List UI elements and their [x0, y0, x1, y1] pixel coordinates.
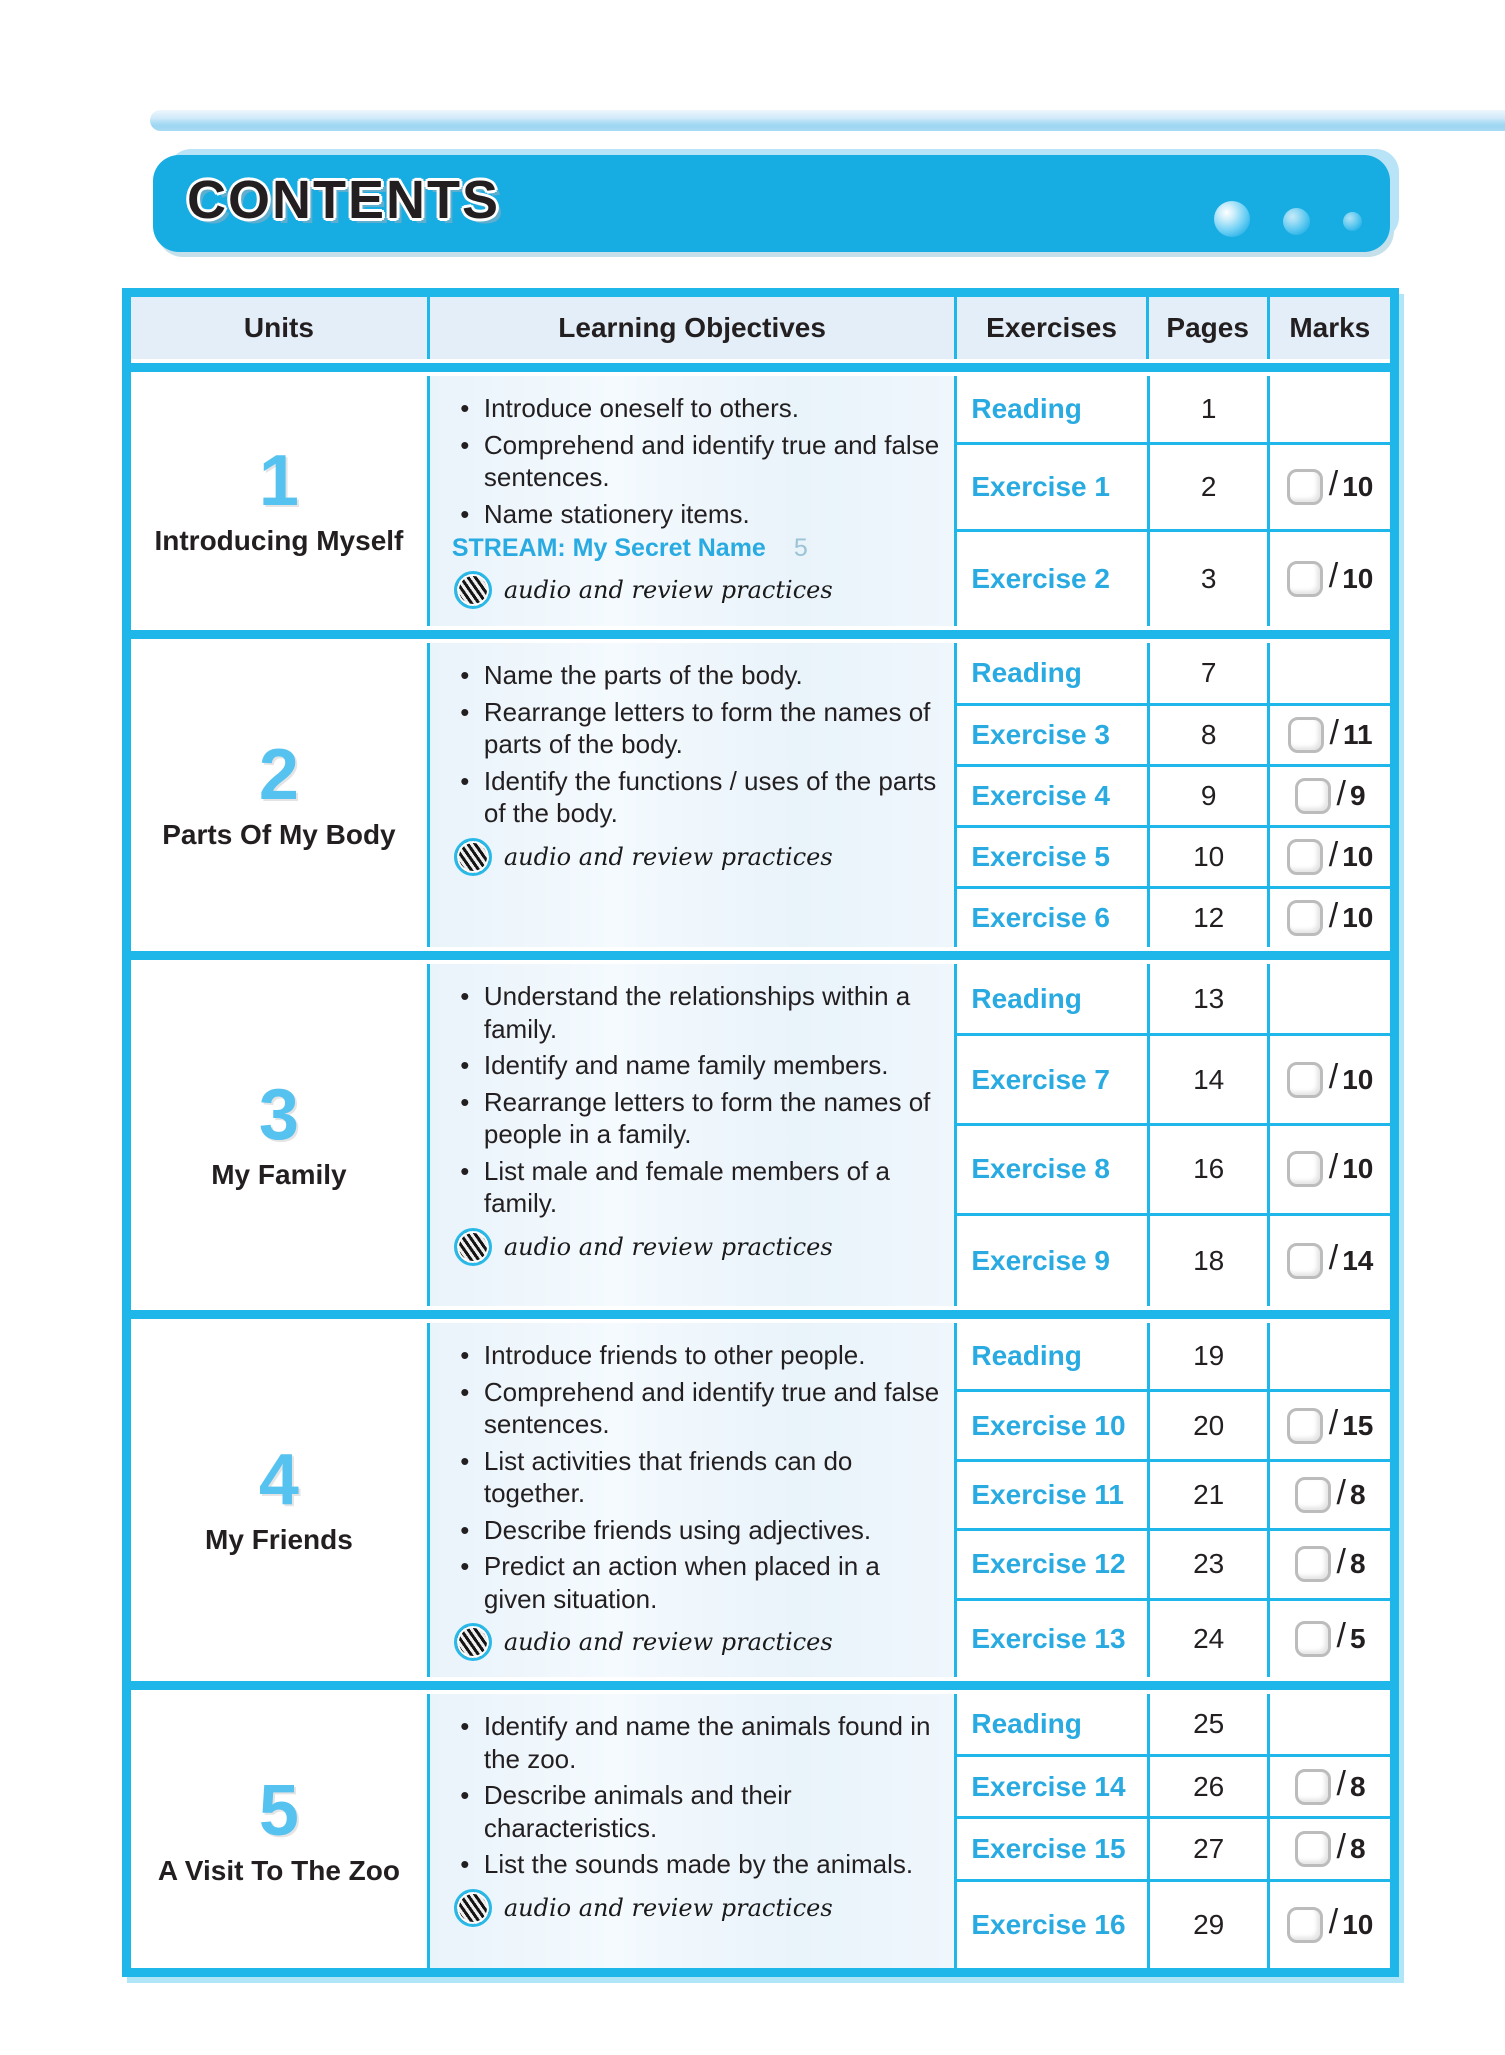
exercise-label-cell	[957, 1601, 1147, 1677]
marks-slash: /	[1336, 1827, 1346, 1866]
marks-total: 8	[1349, 1770, 1366, 1802]
objective-item	[446, 1376, 941, 1441]
objective-text: • Comprehend and identify true and false sentences.	[483, 429, 940, 492]
exercise-label: Exercise 14	[971, 1770, 1126, 1802]
unit-cell	[131, 1694, 427, 1968]
column-header-pages: Pages	[1146, 297, 1267, 359]
marks-slash: /	[1336, 1473, 1346, 1512]
exercise-row	[957, 1389, 1390, 1458]
exercise-label-cell	[957, 889, 1147, 947]
marks-checkbox[interactable]	[1287, 1243, 1323, 1279]
marks-cell	[1267, 1392, 1390, 1458]
exercise-row	[957, 1123, 1390, 1213]
unit-row-5	[131, 1694, 1390, 1968]
page-number-cell: 9	[1147, 767, 1267, 825]
column-header-learning-objectives: Learning Objectives	[427, 297, 955, 359]
objective-item	[446, 765, 941, 830]
marks-checkbox[interactable]	[1287, 469, 1323, 505]
exercise-label-cell	[957, 1216, 1147, 1306]
unit-number: 1	[258, 440, 299, 521]
marks-slash: /	[1328, 835, 1339, 874]
exercise-row	[957, 1694, 1390, 1754]
unit-divider	[131, 363, 1390, 372]
marks-checkbox[interactable]	[1287, 839, 1323, 875]
learning-objectives-cell	[427, 1323, 955, 1677]
objective-item	[446, 980, 941, 1045]
marks-slash: /	[1328, 465, 1339, 504]
page-number-cell: 2	[1147, 445, 1267, 529]
objective-item	[446, 498, 941, 531]
objective-text: • Identify and name the animals found in the zoo.	[483, 1711, 931, 1774]
exercise-label-cell	[957, 706, 1147, 764]
exercise-row	[957, 376, 1390, 442]
unit-title: My Friends	[205, 1523, 353, 1555]
unit-cell	[131, 643, 427, 947]
exercise-label: Exercise 5	[971, 841, 1110, 872]
page-number-cell: 27	[1147, 1819, 1267, 1878]
exercise-row	[957, 964, 1390, 1033]
marks-total: 10	[1342, 562, 1374, 594]
objective-text: • Understand the relationships within a family.	[483, 981, 911, 1044]
marks-total: 9	[1349, 780, 1366, 811]
objective-item	[446, 392, 941, 425]
objective-item	[446, 1848, 941, 1881]
contents-table	[122, 288, 1399, 1977]
table-header-row	[131, 297, 1390, 359]
marks-cell	[1267, 828, 1390, 886]
page-number-cell: 18	[1147, 1216, 1267, 1306]
exercise-row	[957, 1213, 1390, 1306]
marks-slash: /	[1328, 1404, 1339, 1443]
learning-objectives-cell	[427, 964, 955, 1306]
marks-cell	[1267, 445, 1390, 529]
exercise-label-cell	[957, 1819, 1147, 1878]
top-decoration-strip	[150, 110, 1505, 131]
exercise-label: Exercise 16	[971, 1908, 1126, 1940]
exercise-rows	[954, 1694, 1390, 1968]
objective-item	[446, 1049, 941, 1082]
exercise-label: Exercise 9	[971, 1244, 1110, 1276]
decorative-dot-icon	[1343, 212, 1362, 231]
exercise-label: Exercise 7	[971, 1063, 1110, 1095]
table-body	[131, 363, 1390, 1968]
exercise-label: Exercise 4	[971, 780, 1110, 811]
marks-total: 8	[1349, 1548, 1366, 1580]
objective-text: • Introduce oneself to others.	[483, 393, 799, 423]
marks-slash: /	[1328, 896, 1339, 935]
exercise-label: Exercise 10	[971, 1409, 1126, 1441]
exercise-row	[957, 643, 1390, 703]
exercise-label: Reading	[971, 1708, 1082, 1739]
exercise-label-cell	[957, 1126, 1147, 1213]
objective-text: • Identify and name family members.	[483, 1050, 889, 1080]
column-header-marks: Marks	[1267, 297, 1390, 359]
objective-text: • List the sounds made by the animals.	[483, 1849, 914, 1879]
page-number-cell: 10	[1147, 828, 1267, 886]
audio-note-text: audio and review practices	[503, 1232, 833, 1261]
objective-text: • Rearrange letters to form the names of people in a family.	[483, 1086, 931, 1149]
exercise-label-cell	[957, 532, 1147, 626]
exercise-row	[957, 1459, 1390, 1528]
marks-slash: /	[1336, 1617, 1346, 1656]
exercise-row	[957, 1816, 1390, 1878]
exercise-row	[957, 1879, 1390, 1968]
page-number-cell: 24	[1147, 1601, 1267, 1677]
marks-total: 10	[1342, 1063, 1374, 1095]
objective-item	[446, 1710, 941, 1775]
page-header	[153, 155, 1390, 252]
decorative-dot-icon	[1214, 201, 1250, 237]
audio-note-text: audio and review practices	[503, 1893, 833, 1922]
exercise-rows	[954, 964, 1390, 1306]
objective-item	[446, 659, 941, 692]
marks-total: 11	[1342, 719, 1373, 750]
exercise-rows	[954, 643, 1390, 947]
marks-checkbox[interactable]	[1287, 1062, 1323, 1098]
page-number-cell: 29	[1147, 1882, 1267, 1968]
audio-note	[454, 571, 941, 609]
marks-slash: /	[1328, 1058, 1339, 1097]
marks-cell	[1267, 1819, 1390, 1878]
audio-note	[454, 1889, 941, 1927]
objective-text: • Name the parts of the body.	[483, 660, 803, 690]
unit-row-4	[131, 1323, 1390, 1677]
marks-total: 14	[1342, 1244, 1374, 1276]
learning-objectives-cell	[427, 643, 955, 947]
unit-cell	[131, 964, 427, 1306]
objective-item	[446, 1155, 941, 1220]
marks-cell	[1267, 964, 1390, 1033]
objective-item	[446, 1339, 941, 1372]
marks-checkbox[interactable]	[1288, 717, 1324, 753]
decorative-dot-icon	[1283, 208, 1310, 235]
marks-cell	[1267, 643, 1390, 703]
page-number-cell: 8	[1147, 706, 1267, 764]
page-title: CONTENTS	[187, 170, 500, 230]
objective-text: • List activities that friends can do together.	[483, 1445, 853, 1508]
marks-cell	[1267, 1601, 1390, 1677]
marks-cell	[1267, 1531, 1390, 1597]
audio-note-text: audio and review practices	[503, 576, 833, 604]
exercise-row	[957, 1754, 1390, 1816]
exercise-label-cell	[957, 1882, 1147, 1968]
exercise-label-cell	[957, 1036, 1147, 1123]
exercise-label-cell	[957, 828, 1147, 886]
objective-item	[446, 1445, 941, 1510]
marks-cell	[1267, 1882, 1390, 1968]
unit-row-1	[131, 376, 1390, 626]
exercise-label-cell	[957, 1531, 1147, 1597]
objective-item	[446, 1779, 941, 1844]
audio-badge-icon	[454, 571, 492, 609]
marks-slash: /	[1328, 1147, 1339, 1186]
marks-checkbox[interactable]	[1287, 1408, 1323, 1444]
exercise-label: Exercise 3	[971, 719, 1110, 750]
unit-title: A Visit To The Zoo	[157, 1854, 400, 1886]
marks-cell	[1267, 1757, 1390, 1816]
objective-item	[446, 1086, 941, 1151]
marks-checkbox[interactable]	[1295, 1831, 1331, 1867]
exercise-row	[957, 1598, 1390, 1677]
exercise-label: Exercise 11	[971, 1479, 1124, 1511]
unit-number: 4	[258, 1439, 299, 1520]
page-number-cell: 16	[1147, 1126, 1267, 1213]
marks-checkbox[interactable]	[1287, 1907, 1323, 1943]
unit-divider	[131, 1681, 1390, 1690]
marks-cell	[1267, 1126, 1390, 1213]
marks-cell	[1267, 1216, 1390, 1306]
exercise-label: Exercise 12	[971, 1548, 1126, 1580]
marks-slash: /	[1336, 1542, 1346, 1581]
stream-activity-label: STREAM: My Secret Name 5	[451, 534, 808, 562]
objective-text: • Name stationery items.	[483, 498, 750, 529]
unit-divider	[131, 1310, 1390, 1319]
marks-total: 10	[1342, 902, 1374, 933]
marks-total: 15	[1342, 1409, 1374, 1441]
marks-checkbox[interactable]	[1295, 1546, 1331, 1582]
marks-checkbox[interactable]	[1287, 561, 1323, 597]
exercise-label: Reading	[971, 1340, 1082, 1372]
audio-badge-icon	[454, 1623, 492, 1661]
objective-text: • Predict an action when placed in a given situation.	[483, 1551, 880, 1614]
marks-slash: /	[1336, 774, 1346, 813]
audio-badge-icon	[454, 1228, 492, 1266]
exercise-label-cell	[957, 1323, 1147, 1389]
marks-cell	[1267, 376, 1390, 442]
marks-total: 5	[1349, 1622, 1366, 1654]
marks-slash: /	[1328, 1239, 1339, 1278]
unit-title: Introducing Myself	[154, 524, 404, 556]
objective-text: • List male and female members of a family.	[483, 1155, 890, 1218]
marks-checkbox[interactable]	[1287, 900, 1323, 936]
exercise-label: Reading	[971, 657, 1082, 688]
marks-checkbox[interactable]	[1295, 1477, 1331, 1513]
exercise-label: Exercise 1	[971, 470, 1110, 502]
marks-slash: /	[1328, 1903, 1339, 1942]
unit-title: My Family	[211, 1158, 347, 1190]
column-header-units: Units	[243, 312, 314, 343]
marks-checkbox[interactable]	[1295, 1769, 1331, 1805]
marks-cell	[1267, 1462, 1390, 1528]
learning-objectives-cell	[427, 1694, 955, 1968]
exercise-label: Exercise 13	[971, 1622, 1126, 1654]
unit-row-2	[131, 643, 1390, 947]
exercise-label-cell	[957, 643, 1147, 703]
marks-slash: /	[1336, 1765, 1346, 1804]
exercise-label: Exercise 8	[971, 1153, 1110, 1185]
audio-note	[454, 838, 941, 876]
exercise-row	[957, 529, 1390, 626]
marks-total: 10	[1342, 1908, 1374, 1940]
exercise-row	[957, 1323, 1390, 1389]
exercise-row	[957, 442, 1390, 529]
marks-slash: /	[1328, 557, 1339, 596]
page-number-cell: 23	[1147, 1531, 1267, 1597]
marks-checkbox[interactable]	[1295, 778, 1331, 814]
exercise-label-cell	[957, 964, 1147, 1033]
exercise-row	[957, 886, 1390, 947]
unit-cell	[131, 1323, 427, 1677]
audio-note	[454, 1623, 941, 1661]
objective-text: • Describe animals and their characteristics.	[483, 1780, 792, 1843]
page-number-cell: 13	[1147, 964, 1267, 1033]
objective-text: • Describe friends using adjectives.	[483, 1514, 872, 1545]
marks-cell	[1267, 532, 1390, 626]
objective-text: • Comprehend and identify true and false sentences.	[483, 1376, 940, 1439]
marks-cell	[1267, 1694, 1390, 1754]
exercise-label-cell	[957, 1392, 1147, 1458]
page-number-cell: 12	[1147, 889, 1267, 947]
page-number-cell: 14	[1147, 1036, 1267, 1123]
audio-note	[454, 1228, 941, 1266]
marks-cell	[1267, 767, 1390, 825]
objective-item	[446, 1514, 941, 1547]
exercise-label: Reading	[971, 982, 1082, 1014]
column-header-exercises: Exercises	[954, 297, 1145, 359]
marks-checkbox[interactable]	[1287, 1151, 1323, 1187]
page-number-cell: 20	[1147, 1392, 1267, 1458]
marks-cell	[1267, 1036, 1390, 1123]
exercise-label-cell	[957, 1462, 1147, 1528]
exercise-label-cell	[957, 767, 1147, 825]
exercise-label-cell	[957, 445, 1147, 529]
exercise-label-cell	[957, 1694, 1147, 1754]
marks-checkbox[interactable]	[1295, 1621, 1331, 1657]
objective-item	[446, 1550, 941, 1615]
objective-item	[446, 696, 941, 761]
marks-slash: /	[1329, 713, 1339, 752]
unit-number: 2	[258, 734, 299, 815]
exercise-row	[957, 1528, 1390, 1597]
page-number-cell: 26	[1147, 1757, 1267, 1816]
exercise-label: Reading	[971, 392, 1082, 424]
exercise-label: Exercise 6	[971, 902, 1110, 933]
marks-cell	[1267, 889, 1390, 947]
unit-cell	[131, 376, 427, 626]
exercise-label: Exercise 15	[971, 1833, 1126, 1865]
page-number-cell: 7	[1147, 643, 1267, 703]
audio-note-text: audio and review practices	[503, 842, 833, 871]
objective-text: • Introduce friends to other people.	[483, 1340, 866, 1370]
page-number-cell: 21	[1147, 1462, 1267, 1528]
page-number-cell: 19	[1147, 1323, 1267, 1389]
exercise-row	[957, 703, 1390, 764]
unit-divider	[131, 630, 1390, 639]
exercise-label-cell	[957, 376, 1147, 442]
stream-activity-page: 5	[793, 534, 808, 562]
audio-badge-icon	[454, 838, 492, 876]
audio-badge-icon	[454, 1889, 492, 1927]
exercise-label-cell	[957, 1757, 1147, 1816]
exercise-row	[957, 825, 1390, 886]
marks-total: 8	[1349, 1479, 1366, 1511]
page-number-cell: 25	[1147, 1694, 1267, 1754]
page-number-cell: 1	[1147, 376, 1267, 442]
unit-title: Parts Of My Body	[162, 818, 396, 850]
unit-row-3	[131, 964, 1390, 1306]
objective-text: • Identify the functions / uses of the parts of the body.	[483, 765, 937, 828]
marks-total: 8	[1349, 1833, 1366, 1865]
exercise-label: Exercise 2	[971, 562, 1110, 594]
marks-cell	[1267, 1323, 1390, 1389]
objective-item	[446, 429, 941, 494]
marks-total: 10	[1342, 1153, 1374, 1185]
marks-total: 10	[1342, 470, 1374, 502]
learning-objectives-cell	[427, 376, 955, 626]
exercise-rows	[954, 1323, 1390, 1677]
page-number-cell: 3	[1147, 532, 1267, 626]
objective-text: • Rearrange letters to form the names of parts of the body.	[483, 696, 931, 759]
exercise-rows	[954, 376, 1390, 626]
unit-number: 5	[258, 1770, 299, 1851]
exercise-row	[957, 1033, 1390, 1123]
marks-cell	[1267, 706, 1390, 764]
audio-note-text: audio and review practices	[503, 1628, 833, 1656]
unit-number: 3	[258, 1074, 299, 1155]
unit-divider	[131, 951, 1390, 960]
exercise-row	[957, 764, 1390, 825]
marks-total: 10	[1342, 841, 1374, 872]
